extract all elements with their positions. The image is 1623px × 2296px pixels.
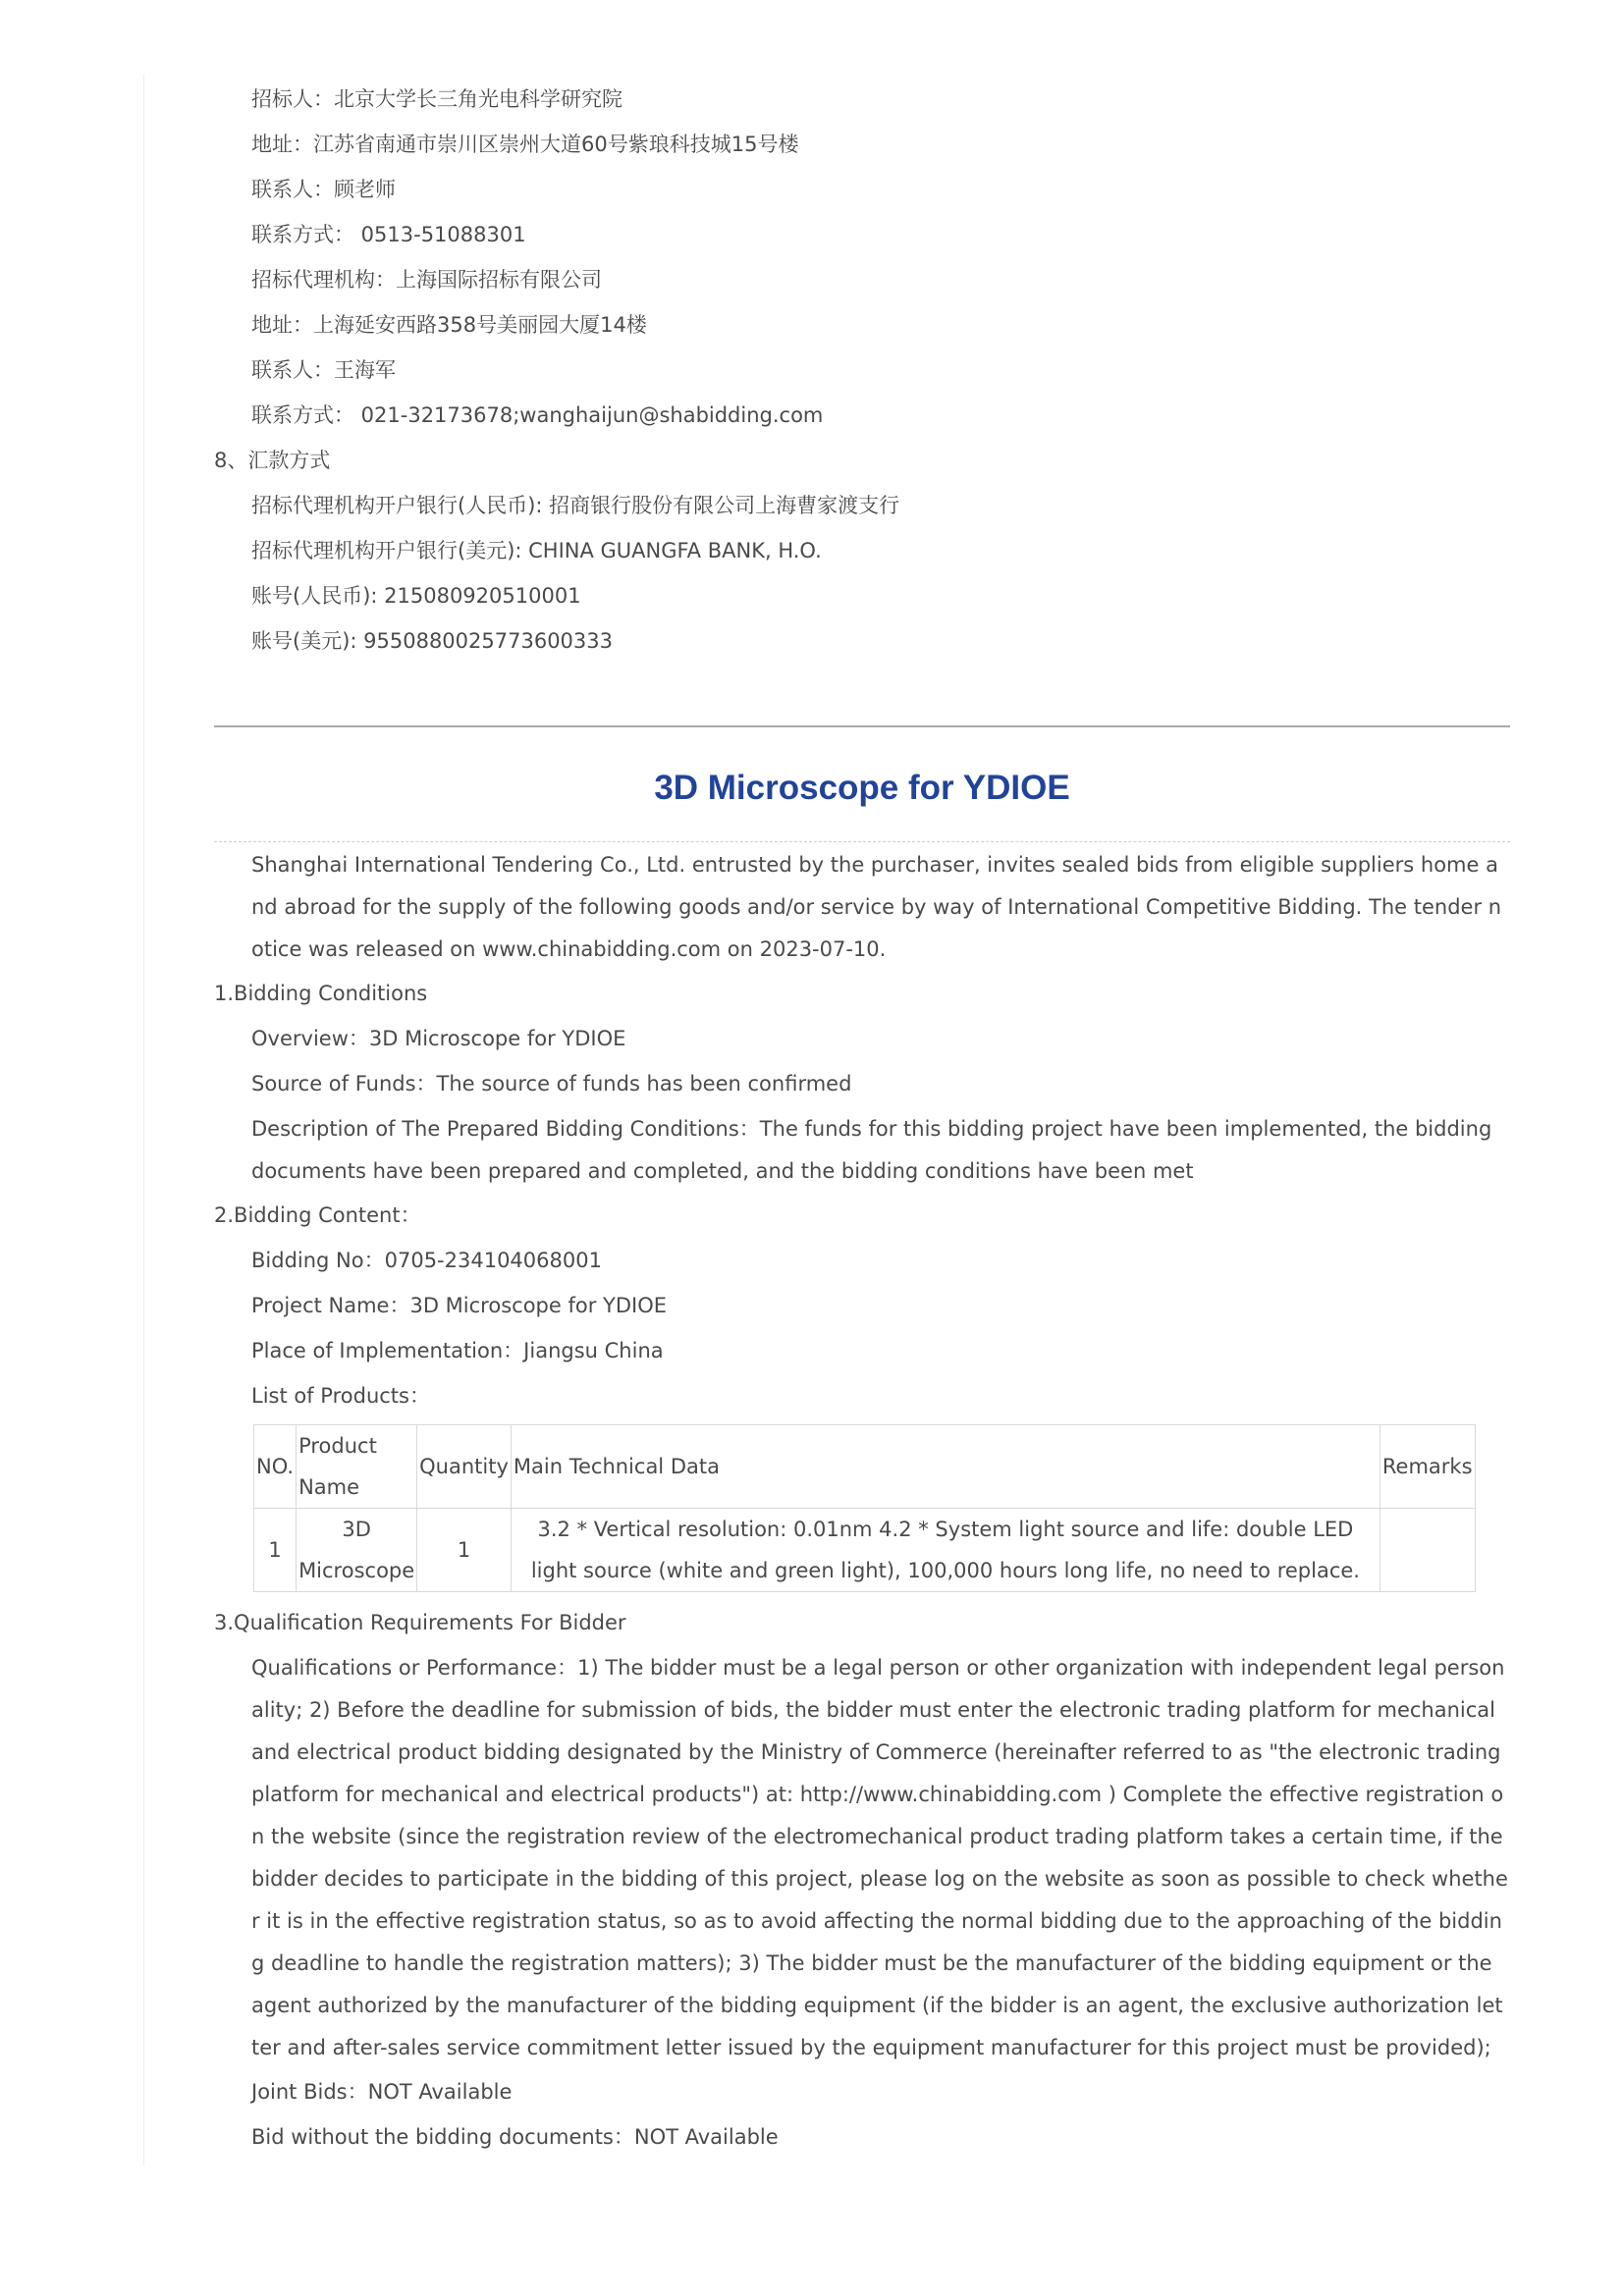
header-quantity: Quantity [417, 1425, 512, 1509]
cell-no: 1 [254, 1509, 297, 1592]
agency-contact-line: 联系人：王海军 [251, 358, 396, 382]
cell-remarks [1380, 1509, 1475, 1592]
source-of-funds-line: Source of Funds：The source of funds has been confirmed [251, 1072, 852, 1095]
header-product-name: Product Name [297, 1425, 417, 1509]
qualifications-paragraph: Qualifications or Performance：1) The bidder must be a legal person or other organization with independent legal personality; 2) Before the deadline for submission of bids, the bidder must enter the electronic trading platform for mechanical and electrical product bidding designated by the Ministry of Commerce (hereinafter referred to as "the electronic trading platform for mechanical and electrical products") at: http://www.chinabidding.com ) Complete the effective registration on the website (since the registration review of the electromechanical product trading platform takes a certain time, if the bidder decides to participate in the bidding of this project, please log on the website as soon as possible to check whether it is in the effective registration status, so as to avoid affecting the normal bidding due to the approaching of the bidding deadline to handle the registration matters); 3) The bidder must be the manufacturer of the bidding equipment or the agent authorized by the manufacturer of the bidding equipment (if the bidder is an agent, the exclusive authorization letter and after-sales service commitment letter issued by the equipment manufacturer for this project must be provided); [251, 1656, 1508, 2059]
overview-line: Overview：3D Microscope for YDIOE [251, 1027, 626, 1050]
tenderer-contact-line: 联系人：顾老师 [251, 178, 396, 201]
prepared-conditions-paragraph: Description of The Prepared Bidding Conditions：The funds for this bidding project have been implemented, the bidding documents have been prepared and completed, and the bidding conditions have been met [251, 1117, 1492, 1183]
account-usd-line: 账号(美元): 9550880025773600333 [251, 629, 613, 653]
place-line: Place of Implementation：Jiangsu China [251, 1339, 664, 1362]
agency-address-line: 地址：上海延安西路358号美丽园大厦14楼 [251, 313, 647, 337]
title-dashed-divider [214, 841, 1510, 842]
agency-phone-line: 联系方式： 021-32173678;wanghaijun@shabidding.com [251, 403, 824, 427]
cell-main-technical-data: 3.2 * Vertical resolution: 0.01nm 4.2 * System light source and life: double LED light source (white and green light), 100,000 hours long life, no need to replace. [511, 1509, 1380, 1592]
notice-title: 3D Microscope for YDIOE [654, 769, 1070, 807]
table-row [254, 1509, 1476, 1592]
list-of-products-label: List of Products： [251, 1384, 430, 1408]
cell-product-name: 3D Microscope [297, 1509, 417, 1592]
bank-rmb-line: 招标代理机构开户银行(人民币): 招商银行股份有限公司上海曹家渡支行 [251, 494, 900, 517]
sec2-heading: 2.Bidding Content： [214, 1203, 421, 1227]
remit-heading: 8、汇款方式 [214, 449, 331, 472]
tenderer-line: 招标人：北京大学长三角光电科学研究院 [251, 87, 622, 111]
intro-paragraph: Shanghai International Tendering Co., Ltd. entrusted by the purchaser, invites sealed bids from eligible suppliers home and abroad for the supply of the following goods and/or service by way of International Competitive Bidding. The tender notice was released on www.chinabidding.com on 2023-07-10. [251, 853, 1502, 961]
header-remarks: Remarks [1380, 1425, 1475, 1509]
document-body [214, 77, 1510, 2167]
products-table [253, 1424, 1476, 1592]
tenderer-phone-line: 联系方式： 0513-51088301 [251, 223, 526, 246]
account-rmb-line: 账号(人民币): 215080920510001 [251, 584, 581, 608]
tenderer-address-line: 地址：江苏省南通市崇川区崇州大道60号紫琅科技城15号楼 [251, 133, 799, 156]
sec3-heading: 3.Qualification Requirements For Bidder [214, 1611, 626, 1634]
agency-line: 招标代理机构：上海国际招标有限公司 [251, 268, 602, 292]
header-no: NO. [254, 1425, 297, 1509]
joint-bids-line: Joint Bids：NOT Available [251, 2080, 513, 2104]
bank-usd-line: 招标代理机构开户银行(美元): CHINA GUANGFA BANK, H.O. [251, 539, 822, 562]
sec1-heading: 1.Bidding Conditions [214, 982, 428, 1005]
header-main-technical-data: Main Technical Data [511, 1425, 1380, 1509]
table-header-row [254, 1425, 1476, 1509]
section-divider [214, 725, 1510, 727]
bidding-no-line: Bidding No：0705-234104068001 [251, 1249, 602, 1272]
cell-quantity: 1 [417, 1509, 512, 1592]
project-name-line: Project Name：3D Microscope for YDIOE [251, 1294, 668, 1317]
left-margin-rule [143, 75, 144, 2165]
bid-without-docs-line: Bid without the bidding documents：NOT Available [251, 2125, 779, 2149]
